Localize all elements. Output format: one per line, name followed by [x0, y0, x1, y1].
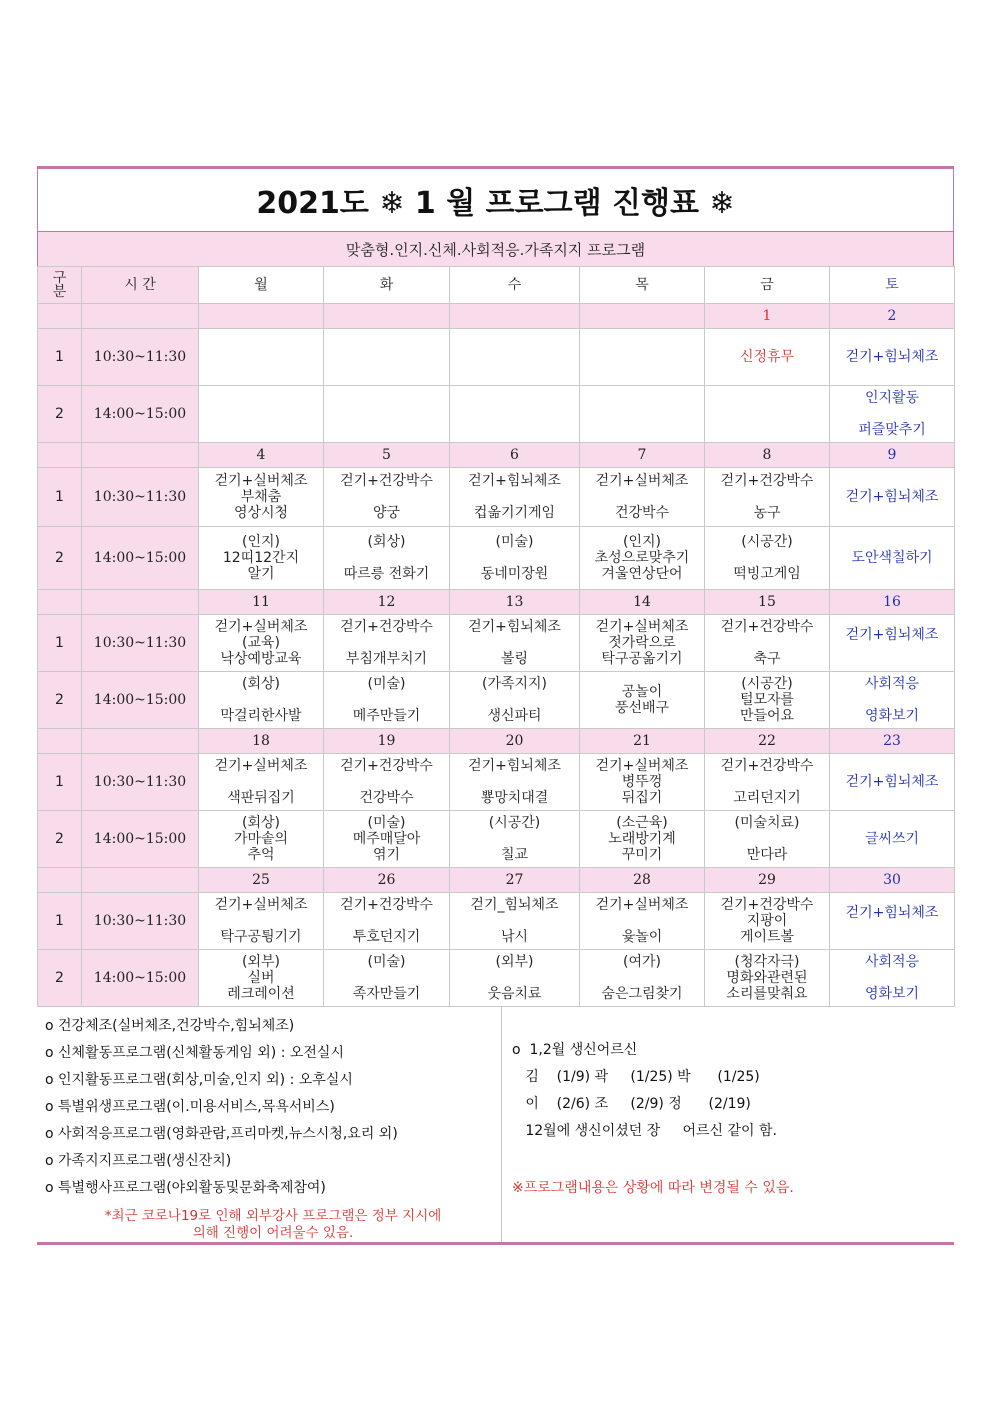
pm-row — [38, 672, 955, 729]
program-cell-thu: 걷기+실버체조 젓가락으로 탁구공옮기기 — [580, 615, 705, 672]
program-cell-tue: 걷기+건강박수 투호던지기 — [324, 893, 450, 950]
date-tue: 19 — [324, 729, 450, 754]
am-row — [38, 468, 955, 527]
pm-row — [38, 527, 955, 590]
change-warning: ※프로그램내용은 상황에 따라 변경될 수 있음. — [512, 1180, 794, 1196]
date-row-spacer — [38, 729, 82, 754]
date-wed — [450, 304, 580, 329]
program-cell-fri: (시공간) 떡빙고게임 — [705, 527, 830, 590]
program-cell-fri: 걷기+건강박수 지팡이 게이트볼 — [705, 893, 830, 950]
program-cell-mon: (외부) 실버 레크레이션 — [199, 950, 324, 1007]
note-line: o 인지활동프로그램(회상,미술,인지 외) : 오후실시 — [45, 1072, 353, 1088]
date-fri: 8 — [705, 443, 830, 468]
date-row-spacer — [82, 729, 199, 754]
program-cell-thu — [580, 329, 705, 386]
program-cell-fri: (청각자극) 명화와관련된 소리를맞춰요 — [705, 950, 830, 1007]
program-cell-wed: (외부) 웃음치료 — [450, 950, 580, 1007]
program-cell-sat: 걷기+힘뇌체조 — [830, 893, 955, 950]
header-gubun: 구 분 — [38, 267, 82, 304]
date-fri: 29 — [705, 868, 830, 893]
program-cell-tue: 걷기+건강박수 부침개부치기 — [324, 615, 450, 672]
program-cell-fri: 걷기+건강박수 고리던지기 — [705, 754, 830, 811]
program-cell-wed: (시공간) 칠교 — [450, 811, 580, 868]
note-line: o 특별위생프로그램(이.미용서비스,목욕서비스) — [45, 1099, 335, 1115]
date-thu: 21 — [580, 729, 705, 754]
program-cell-sat: 걷기+힘뇌체조 — [830, 468, 955, 527]
program-cell-fri: 걷기+건강박수 축구 — [705, 615, 830, 672]
date-thu: 14 — [580, 590, 705, 615]
program-cell-mon: 걷기+실버체조 색판뒤집기 — [199, 754, 324, 811]
program-cell-wed: (가족지지) 생신파티 — [450, 672, 580, 729]
note-line: o 사회적응프로그램(영화관람,프리마켓,뉴스시청,요리 외) — [45, 1126, 398, 1142]
date-row-spacer — [82, 868, 199, 893]
program-cell-fri: 신정휴무 — [705, 329, 830, 386]
note-line: o 특별행사프로그램(야외활동및문화축제참여) — [45, 1180, 326, 1196]
date-row-spacer — [82, 443, 199, 468]
date-wed: 27 — [450, 868, 580, 893]
slot-number: 1 — [38, 893, 82, 950]
date-mon: 11 — [199, 590, 324, 615]
program-cell-tue — [324, 386, 450, 443]
header-day-fri: 금 — [705, 267, 830, 304]
program-cell-sat: 도안색칠하기 — [830, 527, 955, 590]
date-fri: 1 — [705, 304, 830, 329]
slot-time: 10:30~11:30 — [82, 754, 199, 811]
program-cell-tue: (미술) 메주매달아 엮기 — [324, 811, 450, 868]
date-sat: 16 — [830, 590, 955, 615]
date-fri: 22 — [705, 729, 830, 754]
slot-time: 14:00~15:00 — [82, 950, 199, 1007]
program-cell-sat: 걷기+힘뇌체조 — [830, 615, 955, 672]
program-cell-fri: 걷기+건강박수 농구 — [705, 468, 830, 527]
date-sat: 2 — [830, 304, 955, 329]
date-row-spacer — [82, 304, 199, 329]
program-cell-mon: 걷기+실버체조 부채춤 영상시청 — [199, 468, 324, 527]
program-cell-mon — [199, 329, 324, 386]
program-cell-thu: 공놀이 풍선배구 — [580, 672, 705, 729]
covid-warning: *최근 코로나19로 인해 외부강사 프로그램은 정부 지시에 의해 진행이 어려울수 있음. — [104, 1208, 442, 1241]
program-cell-sat: 사회적응 영화보기 — [830, 672, 955, 729]
page-title: 2021도 ❄ 1 월 프로그램 진행표 ❄ — [37, 166, 954, 231]
program-cell-fri — [705, 386, 830, 443]
date-mon: 25 — [199, 868, 324, 893]
am-row — [38, 615, 955, 672]
program-cell-wed: 걷기+힘뇌체조 볼링 — [450, 615, 580, 672]
am-row — [38, 754, 955, 811]
schedule-table — [37, 266, 955, 1007]
header-time: 시 간 — [82, 267, 199, 304]
date-row — [38, 729, 955, 754]
date-sat: 23 — [830, 729, 955, 754]
date-tue: 5 — [324, 443, 450, 468]
date-row — [38, 590, 955, 615]
program-cell-tue: (회상) 따르릉 전화기 — [324, 527, 450, 590]
header-day-thu: 목 — [580, 267, 705, 304]
program-cell-tue — [324, 329, 450, 386]
date-row — [38, 304, 955, 329]
program-cell-sat: 글씨쓰기 — [830, 811, 955, 868]
program-cell-fri: (시공간) 털모자를 만들어요 — [705, 672, 830, 729]
program-cell-mon — [199, 386, 324, 443]
notes-right — [502, 1007, 954, 1242]
program-cell-sat: 사회적응 영화보기 — [830, 950, 955, 1007]
date-tue: 12 — [324, 590, 450, 615]
date-tue — [324, 304, 450, 329]
program-cell-sat: 걷기+힘뇌체조 — [830, 754, 955, 811]
date-thu: 28 — [580, 868, 705, 893]
program-cell-mon: 걷기+실버체조 (교육) 낙상예방교육 — [199, 615, 324, 672]
date-mon: 4 — [199, 443, 324, 468]
program-cell-sat: 인지활동 퍼즐맞추기 — [830, 386, 955, 443]
program-cell-thu — [580, 386, 705, 443]
program-cell-thu: (인지) 초성으로맞추기 겨울연상단어 — [580, 527, 705, 590]
date-thu: 7 — [580, 443, 705, 468]
date-row-spacer — [38, 590, 82, 615]
program-cell-wed: (미술) 동네미장원 — [450, 527, 580, 590]
slot-number: 1 — [38, 329, 82, 386]
date-sat: 30 — [830, 868, 955, 893]
slot-number: 2 — [38, 672, 82, 729]
birthday-line: 이 (2/6) 조 (2/9) 정 (2/19) — [512, 1096, 751, 1112]
birthday-line: 12월에 생신이셨던 장 어르신 같이 함. — [512, 1123, 778, 1139]
slot-number: 2 — [38, 527, 82, 590]
page-subtitle: 맞춤형.인지.신체.사회적응.가족지지 프로그램 — [37, 231, 954, 266]
note-line: o 가족지지프로그램(생신잔치) — [45, 1153, 232, 1169]
date-row — [38, 443, 955, 468]
program-cell-sat: 걷기+힘뇌체조 — [830, 329, 955, 386]
slot-time: 10:30~11:30 — [82, 329, 199, 386]
program-cell-wed: 걷기+힘뇌체조 뿅망치대결 — [450, 754, 580, 811]
program-cell-thu: (여가) 숨은그림찾기 — [580, 950, 705, 1007]
program-cell-thu: (소근육) 노래방기계 꾸미기 — [580, 811, 705, 868]
slot-time: 14:00~15:00 — [82, 672, 199, 729]
program-cell-tue: (미술) 메주만들기 — [324, 672, 450, 729]
program-cell-mon: 걷기+실버체조 탁구공튕기기 — [199, 893, 324, 950]
note-line: o 신체활동프로그램(신체활동게임 외) : 오전실시 — [45, 1045, 344, 1061]
program-cell-thu: 걷기+실버체조 윷놀이 — [580, 893, 705, 950]
program-cell-mon: (회상) 막걸리한사발 — [199, 672, 324, 729]
date-row — [38, 868, 955, 893]
birthday-line: o 1,2월 생신어르신 — [512, 1042, 638, 1058]
date-fri: 15 — [705, 590, 830, 615]
header-row — [38, 267, 955, 304]
slot-time: 14:00~15:00 — [82, 527, 199, 590]
program-cell-wed: 걷기_힘뇌체조 낚시 — [450, 893, 580, 950]
notes-section — [37, 1007, 954, 1245]
date-mon: 18 — [199, 729, 324, 754]
date-wed: 6 — [450, 443, 580, 468]
date-row-spacer — [38, 868, 82, 893]
date-sat: 9 — [830, 443, 955, 468]
program-cell-thu: 걷기+실버체조 건강박수 — [580, 468, 705, 527]
program-cell-wed: 걷기+힘뇌체조 컵옮기기게임 — [450, 468, 580, 527]
program-cell-mon: (회상) 가마솥의 추억 — [199, 811, 324, 868]
program-cell-tue: (미술) 족자만들기 — [324, 950, 450, 1007]
notes-left — [37, 1007, 502, 1242]
program-cell-wed — [450, 386, 580, 443]
header-day-tue: 화 — [324, 267, 450, 304]
slot-number: 1 — [38, 754, 82, 811]
program-cell-tue: 걷기+건강박수 건강박수 — [324, 754, 450, 811]
pm-row — [38, 950, 955, 1007]
am-row — [38, 893, 955, 950]
date-tue: 26 — [324, 868, 450, 893]
date-row-spacer — [38, 304, 82, 329]
pm-row — [38, 811, 955, 868]
note-line: o 건강체조(실버체조,건강박수,힘뇌체조) — [45, 1018, 295, 1034]
header-day-mon: 월 — [199, 267, 324, 304]
date-wed: 13 — [450, 590, 580, 615]
slot-time: 14:00~15:00 — [82, 386, 199, 443]
slot-time: 14:00~15:00 — [82, 811, 199, 868]
am-row — [38, 329, 955, 386]
header-day-sat: 토 — [830, 267, 955, 304]
date-row-spacer — [38, 443, 82, 468]
slot-number: 1 — [38, 615, 82, 672]
date-mon — [199, 304, 324, 329]
date-thu — [580, 304, 705, 329]
pm-row — [38, 386, 955, 443]
slot-time: 10:30~11:30 — [82, 468, 199, 527]
slot-number: 2 — [38, 811, 82, 868]
date-wed: 20 — [450, 729, 580, 754]
header-day-wed: 수 — [450, 267, 580, 304]
program-cell-wed — [450, 329, 580, 386]
program-cell-mon: (인지) 12띠12간지 알기 — [199, 527, 324, 590]
slot-number: 2 — [38, 386, 82, 443]
program-cell-thu: 걷기+실버체조 병뚜껑 뒤집기 — [580, 754, 705, 811]
slot-time: 10:30~11:30 — [82, 893, 199, 950]
date-row-spacer — [82, 590, 199, 615]
slot-number: 1 — [38, 468, 82, 527]
program-cell-tue: 걷기+건강박수 양궁 — [324, 468, 450, 527]
birthday-line: 김 (1/9) 곽 (1/25) 박 (1/25) — [512, 1069, 760, 1085]
slot-number: 2 — [38, 950, 82, 1007]
schedule-document — [37, 166, 954, 1245]
slot-time: 10:30~11:30 — [82, 615, 199, 672]
program-cell-fri: (미술치료) 만다라 — [705, 811, 830, 868]
